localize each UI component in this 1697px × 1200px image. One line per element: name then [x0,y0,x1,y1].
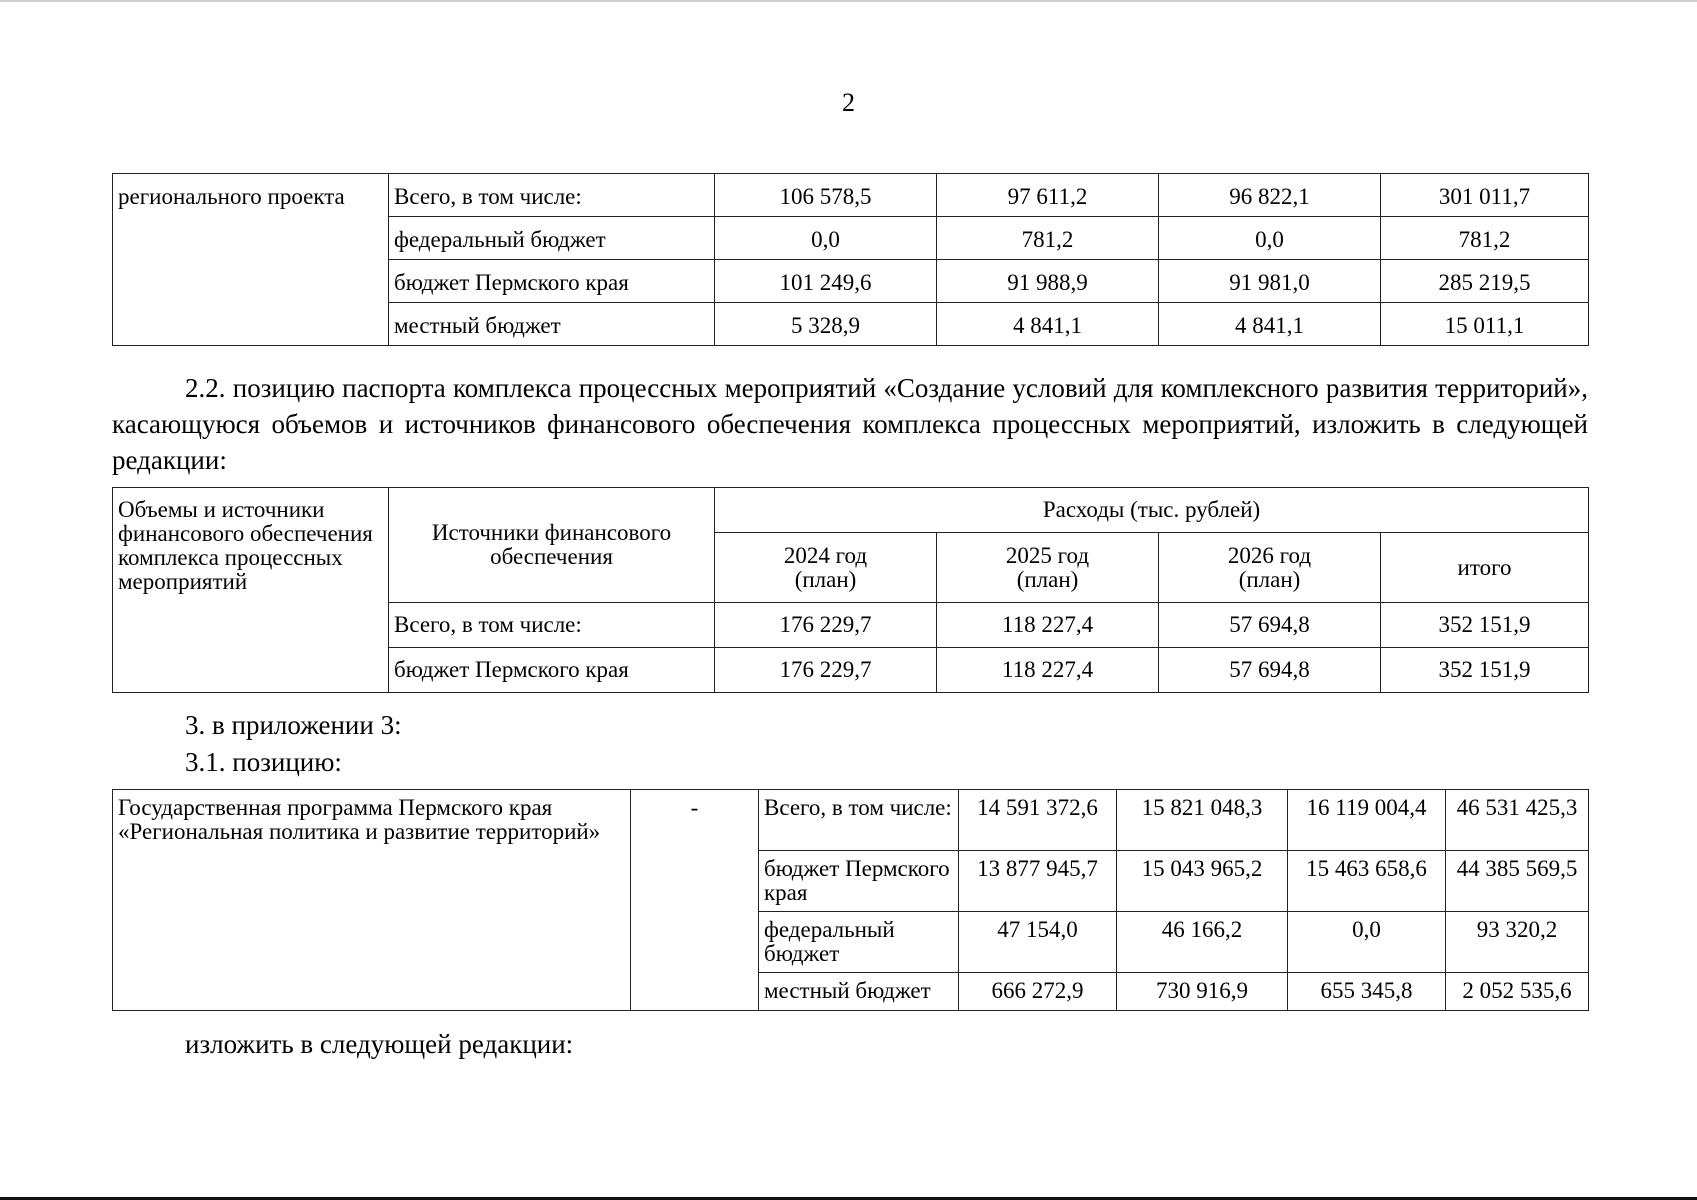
value-cell: 14 591 372,6 [959,790,1117,851]
source-cell: местный бюджет [759,973,959,1011]
value-cell: 15 821 048,3 [1117,790,1288,851]
year-note: (план) [794,566,857,592]
source-cell: местный бюджет [389,303,715,346]
value-cell: 118 227,4 [937,648,1159,693]
table2-label: Объемы и источники финансового обеспечения комплекса процессных мероприятий [113,488,389,693]
closing-line: изложить в следующей редакции: [185,1029,574,1059]
page-number: 2 [842,88,855,117]
value-cell: 118 227,4 [937,603,1159,648]
value-cell: 106 578,5 [715,174,937,217]
total-header: итого [1381,533,1589,603]
value-cell: 101 249,6 [715,260,937,303]
value-cell: 15 043 965,2 [1117,851,1288,912]
total-cell: 781,2 [1381,217,1589,260]
table-row [113,174,1589,217]
source-cell: Всего, в том числе: [389,174,715,217]
total-cell: 93 320,2 [1446,912,1589,973]
value-cell: 57 694,8 [1159,648,1381,693]
value-cell: 0,0 [1159,217,1381,260]
value-cell: 97 611,2 [937,174,1159,217]
year-header-2024 [715,533,937,603]
value-cell: 47 154,0 [959,912,1117,973]
value-cell: 96 822,1 [1159,174,1381,217]
total-cell: 44 385 569,5 [1446,851,1589,912]
source-cell: федеральный бюджет [389,217,715,260]
source-cell: бюджет Пермского края [389,648,715,693]
expenses-header: Расходы (тыс. рублей) [715,488,1589,533]
value-cell: 730 916,9 [1117,973,1288,1011]
table1-label: регионального проекта [113,174,389,346]
value-cell: 781,2 [937,217,1159,260]
state-program-table [112,789,1589,1011]
paragraph-2-2: 2.2. позицию паспорта комплекса процессных мероприятий «Создание условий для комплексного развития территорий», касающуюся объемов и источников финансового обеспечения комплекса процессных мероприятий, изложить в следующей редакции: [112,373,1588,475]
total-cell: 352 151,9 [1381,648,1589,693]
value-cell: 91 988,9 [937,260,1159,303]
value-cell: 176 229,7 [715,648,937,693]
total-cell: 46 531 425,3 [1446,790,1589,851]
sources-header: Источники финансового обеспечения [389,488,715,603]
regional-project-table [112,173,1589,346]
table3-label: Государственная программа Пермского края «Региональная политика и развитие территорий» [113,790,631,1011]
value-cell: 4 841,1 [937,303,1159,346]
year-note: (план) [1238,566,1301,592]
source-cell: бюджет Пермского края [759,851,959,912]
year-label: 2026 год [1227,542,1312,568]
source-cell: федеральный бюджет [759,912,959,973]
value-cell: 57 694,8 [1159,603,1381,648]
year-header-2025 [937,533,1159,603]
year-label: 2025 год [1005,542,1090,568]
year-label: 2024 год [783,542,868,568]
value-cell: 0,0 [715,217,937,260]
year-note: (план) [1016,566,1079,592]
value-cell: 13 877 945,7 [959,851,1117,912]
value-cell: 4 841,1 [1159,303,1381,346]
total-cell: 301 011,7 [1381,174,1589,217]
value-cell: 16 119 004,4 [1288,790,1446,851]
table3-dash: - [631,790,759,1011]
value-cell: 0,0 [1288,912,1446,973]
value-cell: 176 229,7 [715,603,937,648]
table-row [113,790,1589,851]
source-cell: Всего, в том числе: [389,603,715,648]
source-cell: Всего, в том числе: [759,790,959,851]
line-3: 3. в приложении 3: [185,710,402,740]
year-header-2026 [1159,533,1381,603]
total-cell: 352 151,9 [1381,603,1589,648]
source-cell: бюджет Пермского края [389,260,715,303]
scan-top-edge [0,0,1697,2]
value-cell: 655 345,8 [1288,973,1446,1011]
line-3-1: 3.1. позицию: [185,747,342,777]
value-cell: 91 981,0 [1159,260,1381,303]
value-cell: 5 328,9 [715,303,937,346]
total-cell: 15 011,1 [1381,303,1589,346]
total-cell: 2 052 535,6 [1446,973,1589,1011]
value-cell: 666 272,9 [959,973,1117,1011]
table-header-row [113,488,1589,533]
total-cell: 285 219,5 [1381,260,1589,303]
process-measures-table [112,487,1589,693]
value-cell: 15 463 658,6 [1288,851,1446,912]
value-cell: 46 166,2 [1117,912,1288,973]
